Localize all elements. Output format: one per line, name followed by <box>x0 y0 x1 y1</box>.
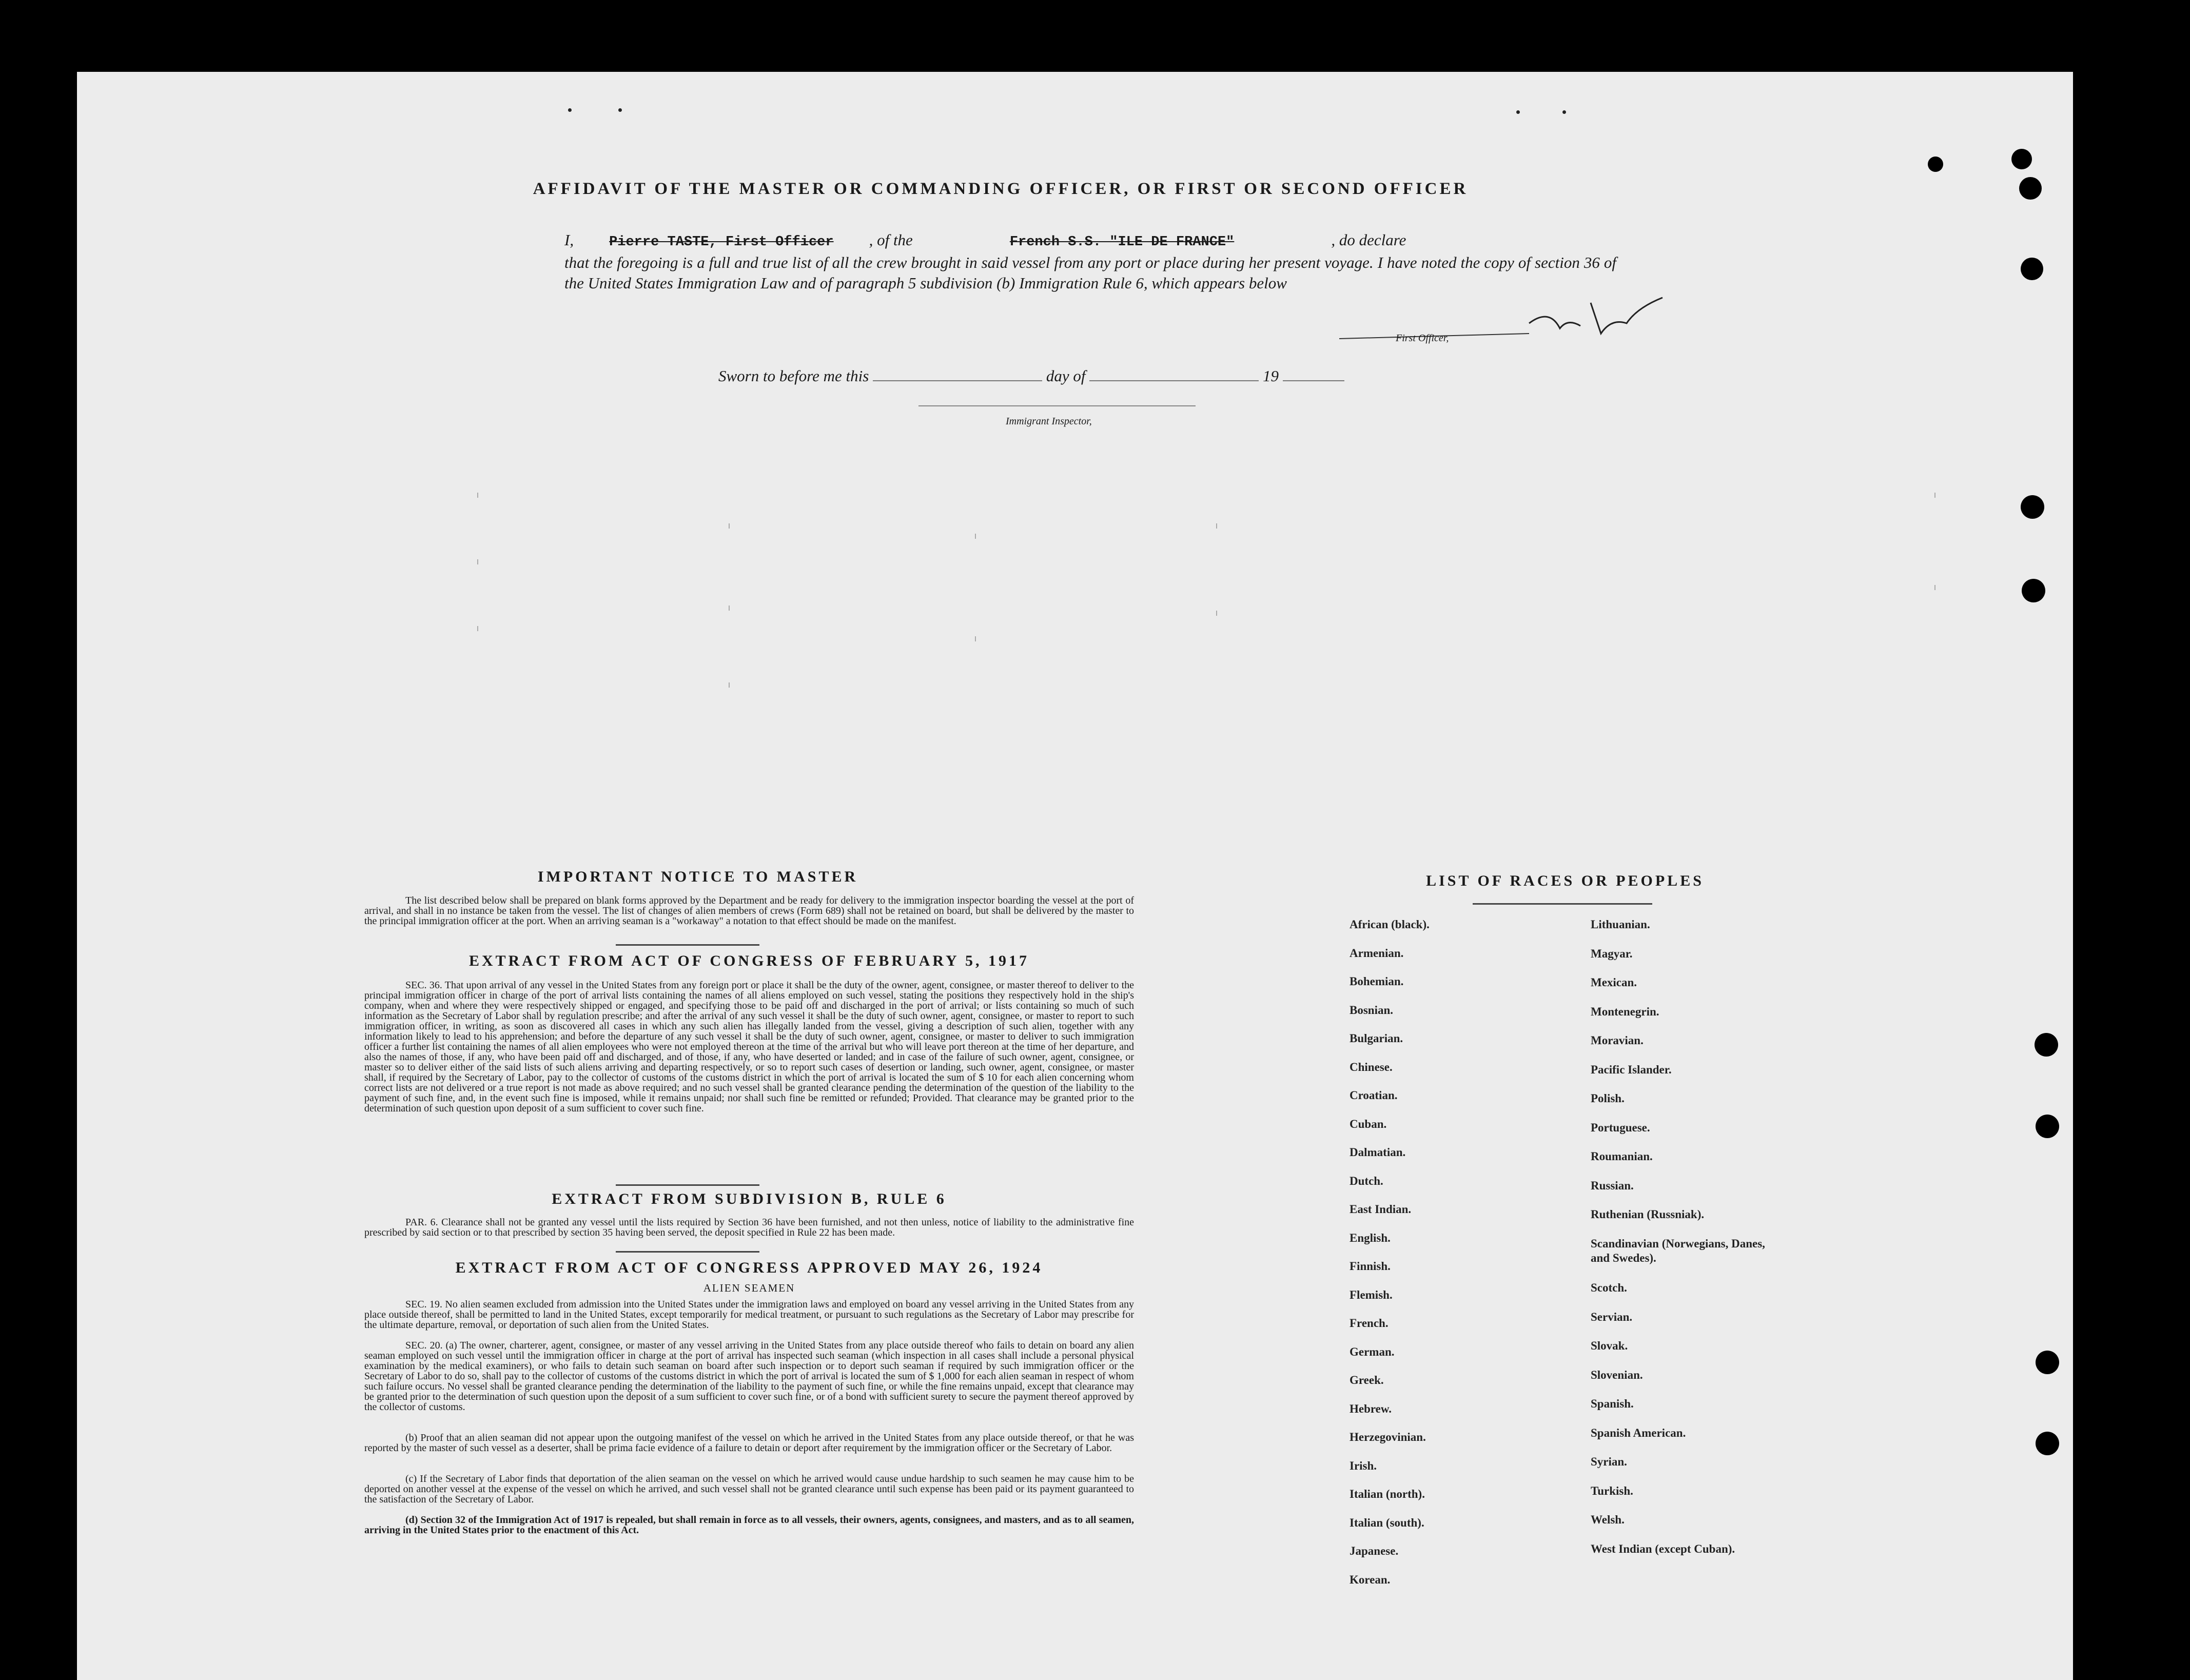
race-item: African (black). <box>1350 918 1430 931</box>
extract-1924-sec20a: SEC. 20. (a) The owner, charterer, agent, consignee, or master of any vessel arriving in the United States from any place outside thereof who fails to detain on board any alien seaman employed on such vessel until the immigration officer in charge at the port of arrival has inspected such seaman (which inspection in all cases shall include a personal physical examination by the medical examiners), or who fails to detain such seaman on board after such inspection or to deport such seaman if required by such immigration officer or the Secretary of Labor to do so, shall pay to the collector of customs of the customs district in which the port of arrival is located the sum of $ 1,000 for each alien seaman in respect of whom such failure occurs. No vessel shall be granted clearance pending the determination of the liability to the payment of such fine, or while the fine remains unpaid, except that clearance may be granted prior to the determination of such question upon the deposit of a sum sufficient to cover such fine, or of a bond with sufficient surety to secure the payment thereof approved by the collector of customs. <box>364 1340 1134 1413</box>
punch-hole <box>2011 149 2032 169</box>
race-item: Chinese. <box>1350 1060 1393 1073</box>
race-item: Turkish. <box>1591 1484 1633 1497</box>
punch-hole <box>2036 1351 2059 1374</box>
extract-1924-sec19: SEC. 19. No alien seamen excluded from admission into the United States under the immigration laws and employed on board any vessel arriving in the United States from any place outside thereof, shall be permitted to land in the United States, except temporarily for medical treatment, or pursuant to such regulations as the Secretary of Labor may prescribe for the ultimate departure, removal, or deportation of such alien from the United States. <box>364 1299 1134 1331</box>
punch-hole <box>2021 495 2044 519</box>
race-item: Montenegrin. <box>1591 1005 1659 1018</box>
races-title: LIST OF RACES OR PEOPLES <box>1426 872 1704 889</box>
signature <box>1273 287 1683 354</box>
race-item: French. <box>1350 1317 1389 1330</box>
race-item: Herzegovinian. <box>1350 1431 1426 1443</box>
extract-1924-sec20c: (c) If the Secretary of Labor finds that deportation of the alien seaman on the vessel on which he arrived would cause undue hardship to such seamen he may cause him to be deported on another vessel at the expense of the vessel on which he arrived, and such vessel shall not be granted clearance until such expense has been paid or its payment guaranteed to the satisfaction of the Secretary of Labor. <box>364 1473 1134 1505</box>
notice-title: IMPORTANT NOTICE TO MASTER <box>537 868 858 885</box>
race-item: Hebrew. <box>1350 1402 1392 1415</box>
affidavit-prefix: I, <box>564 231 574 249</box>
race-item: Japanese. <box>1350 1545 1399 1557</box>
officer-name: Pierre TASTE, First Officer <box>609 235 834 250</box>
race-item: Flemish. <box>1350 1288 1393 1301</box>
sworn-year: 19 <box>1262 367 1279 385</box>
race-item: Italian (south). <box>1350 1516 1424 1529</box>
punch-hole <box>2021 258 2043 280</box>
subdivision-title: EXTRACT FROM SUBDIVISION B, RULE 6 <box>552 1190 947 1207</box>
race-item: Italian (north). <box>1350 1488 1425 1500</box>
race-item: Bohemian. <box>1350 975 1404 988</box>
inspector-label: Immigrant Inspector, <box>1006 416 1092 427</box>
race-item: Slovenian. <box>1591 1368 1643 1381</box>
race-item: Bulgarian. <box>1350 1032 1403 1045</box>
race-item: Irish. <box>1350 1459 1377 1472</box>
extract-1924-title: EXTRACT FROM ACT OF CONGRESS APPROVED MAY 26, 1924 <box>455 1259 1043 1276</box>
race-item: Dalmatian. <box>1350 1146 1406 1159</box>
race-item: Welsh. <box>1591 1513 1625 1526</box>
extract-1924-sec20d: (d) Section 32 of the Immigration Act of 1917 is repealed, but shall remain in force as to all vessels, their owners, agents, consignees, and masters, and as to all seamen, arriving in the United States prior to the enactment of this Act. <box>364 1514 1134 1536</box>
race-item: Spanish American. <box>1591 1426 1686 1439</box>
notice-text: The list described below shall be prepared on blank forms approved by the Department and be ready for delivery to the immigration inspector boarding the vessel at the port of arrival, and shall in no instance be taken from the vessel. The list of changes of alien members of crews (Form 689) shall not be retained on board, but shall be delivered by the master to the principal immigration officer at the port. When an arriving seaman is a "workaway" a notation to that effect should be made on the manifest. <box>364 895 1134 927</box>
sworn-line <box>718 367 1488 385</box>
race-item: Lithuanian. <box>1591 918 1650 931</box>
sworn-prefix: Sworn to before me this <box>718 367 869 385</box>
race-item: Armenian. <box>1350 946 1404 960</box>
race-item: Scotch. <box>1591 1281 1627 1294</box>
sworn-day-label: day of <box>1046 367 1086 385</box>
extract-1924-sec20b: (b) Proof that an alien seaman did not appear upon the outgoing manifest of the vessel on which he arrived in the United States from any place outside thereof, or that he was reported by the master of such vessel as a deserter, shall be prima facie evidence of a failure to detain or deport after requirement by the immigration officer or the Secretary of Labor. <box>364 1432 1134 1454</box>
extract-1924-subtitle: ALIEN SEAMEN <box>703 1282 795 1294</box>
race-item: Roumanian. <box>1591 1150 1653 1163</box>
extract-1917-title: EXTRACT FROM ACT OF CONGRESS OF FEBRUARY 5, 1917 <box>468 952 1030 969</box>
vessel-name: French S.S. "ILE DE FRANCE" <box>1009 235 1235 250</box>
affidavit-title: AFFIDAVIT OF THE MASTER OR COMMANDING OFFICER, OR FIRST OR SECOND OFFICER <box>533 180 1469 198</box>
race-item: Dutch. <box>1350 1174 1383 1187</box>
race-item: Magyar. <box>1591 947 1633 960</box>
affidavit-declare: , do declare <box>1331 231 1406 249</box>
affidavit-line1 <box>564 231 1621 250</box>
race-item: Bosnian. <box>1350 1003 1394 1017</box>
punch-hole <box>2019 177 2042 200</box>
race-item: Slovak. <box>1591 1339 1628 1352</box>
punch-hole <box>2036 1432 2059 1455</box>
race-item: Pacific Islander. <box>1591 1063 1672 1076</box>
race-item: Greek. <box>1350 1374 1384 1386</box>
race-item: East Indian. <box>1350 1203 1412 1216</box>
race-item: Syrian. <box>1591 1455 1627 1468</box>
race-item: Spanish. <box>1591 1397 1634 1410</box>
race-item: West Indian (except Cuban). <box>1591 1542 1735 1555</box>
race-item: Moravian. <box>1591 1034 1644 1047</box>
subdivision-text: PAR. 6. Clearance shall not be granted any vessel until the lists required by Section 36 have been furnished, and not then unless, notice of liability to the administrative fine prescribed by said section or to that prescribed by section 35 having been served, the deposit specified in Rule 22 has been made. <box>364 1217 1134 1238</box>
race-item: Croatian. <box>1350 1089 1398 1102</box>
race-item: Korean. <box>1350 1573 1391 1586</box>
race-item: German. <box>1350 1345 1395 1358</box>
punch-hole <box>2035 1033 2058 1057</box>
race-item: Russian. <box>1591 1179 1634 1192</box>
race-item: Polish. <box>1591 1092 1625 1105</box>
race-item: Cuban. <box>1350 1117 1387 1130</box>
race-item: Mexican. <box>1591 976 1637 989</box>
race-item: Servian. <box>1591 1310 1633 1323</box>
punch-hole <box>2022 579 2045 602</box>
extract-1917-text: SEC. 36. That upon arrival of any vessel in the United States from any foreign port or place it shall be the duty of the owner, agent, consignee, or master thereof to deliver to the principal immigration officer in charge of the port of arrival lists containing the names of all aliens employed on such vessel, stating the positions they respectively hold in the ship's company, when and where they were respectively shipped or engaged, and specifying those to be paid off and discharged in the port of arrival; or lists containing so much of such information as the Secretary of Labor shall by regulation prescribe; and after the arrival of any such vessel it shall be the duty of such owner, agent, consignee, or master to report to such immigration officer, in writing, as soon as discovered all cases in which any such alien has illegally landed from the vessel, giving a description of such alien, together with any information likely to lead to his apprehension; and before the departure of any such vessel it shall be the duty of such owner, agent, consignee, or master to deliver to such immigration officer a further list containing the names of all alien employees who were not employed thereon at the time of the arrival but who will leave port thereon at the time of her departure, and also the names of those, if any, who have been paid off and discharged, and of those, if any, who have deserted or landed; and in case of the failure of such owner, agent, consignee, or master so to deliver either of the said lists of such aliens arriving and departing respectively, or so to report such cases of desertion or landing, such owner, agent, consignee, or master shall, if required by the Secretary of Labor, pay to the collector of customs of the customs district in which the port of arrival is located the sum of $ 10 for each alien concerning whom correct lists are not delivered or a true report is not made as above required; and no such vessel shall be granted clearance pending the determination of the question of the liability to the payment of such fine, and, in the event such fine is imposed, while it remains unpaid; nor shall such fine be remitted or refunded; Provided. That clearance may be granted prior to the determination of such question upon deposit of a sum sufficient to cover such fine. <box>364 980 1134 1114</box>
race-item: English. <box>1350 1231 1391 1244</box>
race-item: Ruthenian (Russniak). <box>1591 1208 1705 1221</box>
punch-hole <box>2036 1115 2059 1138</box>
affidavit-body: that the foregoing is a full and true list of all the crew brought in said vessel from any port or place during her present voyage. I have noted the copy of section 36 of the United States Immigration Law and of paragraph 5 subdivision (b) Immigration Rule 6, which appears below <box>564 253 1616 292</box>
race-item: Finnish. <box>1350 1260 1391 1273</box>
affidavit-of-the: , of the <box>869 231 913 249</box>
race-item: Portuguese. <box>1591 1121 1650 1134</box>
punch-hole <box>1928 157 1943 172</box>
officer-title-label: First Officer, <box>1396 333 1449 344</box>
document-page <box>77 72 2073 1680</box>
race-item: Scandinavian (Norwegians, Danes, and Swedes). <box>1591 1237 1765 1264</box>
